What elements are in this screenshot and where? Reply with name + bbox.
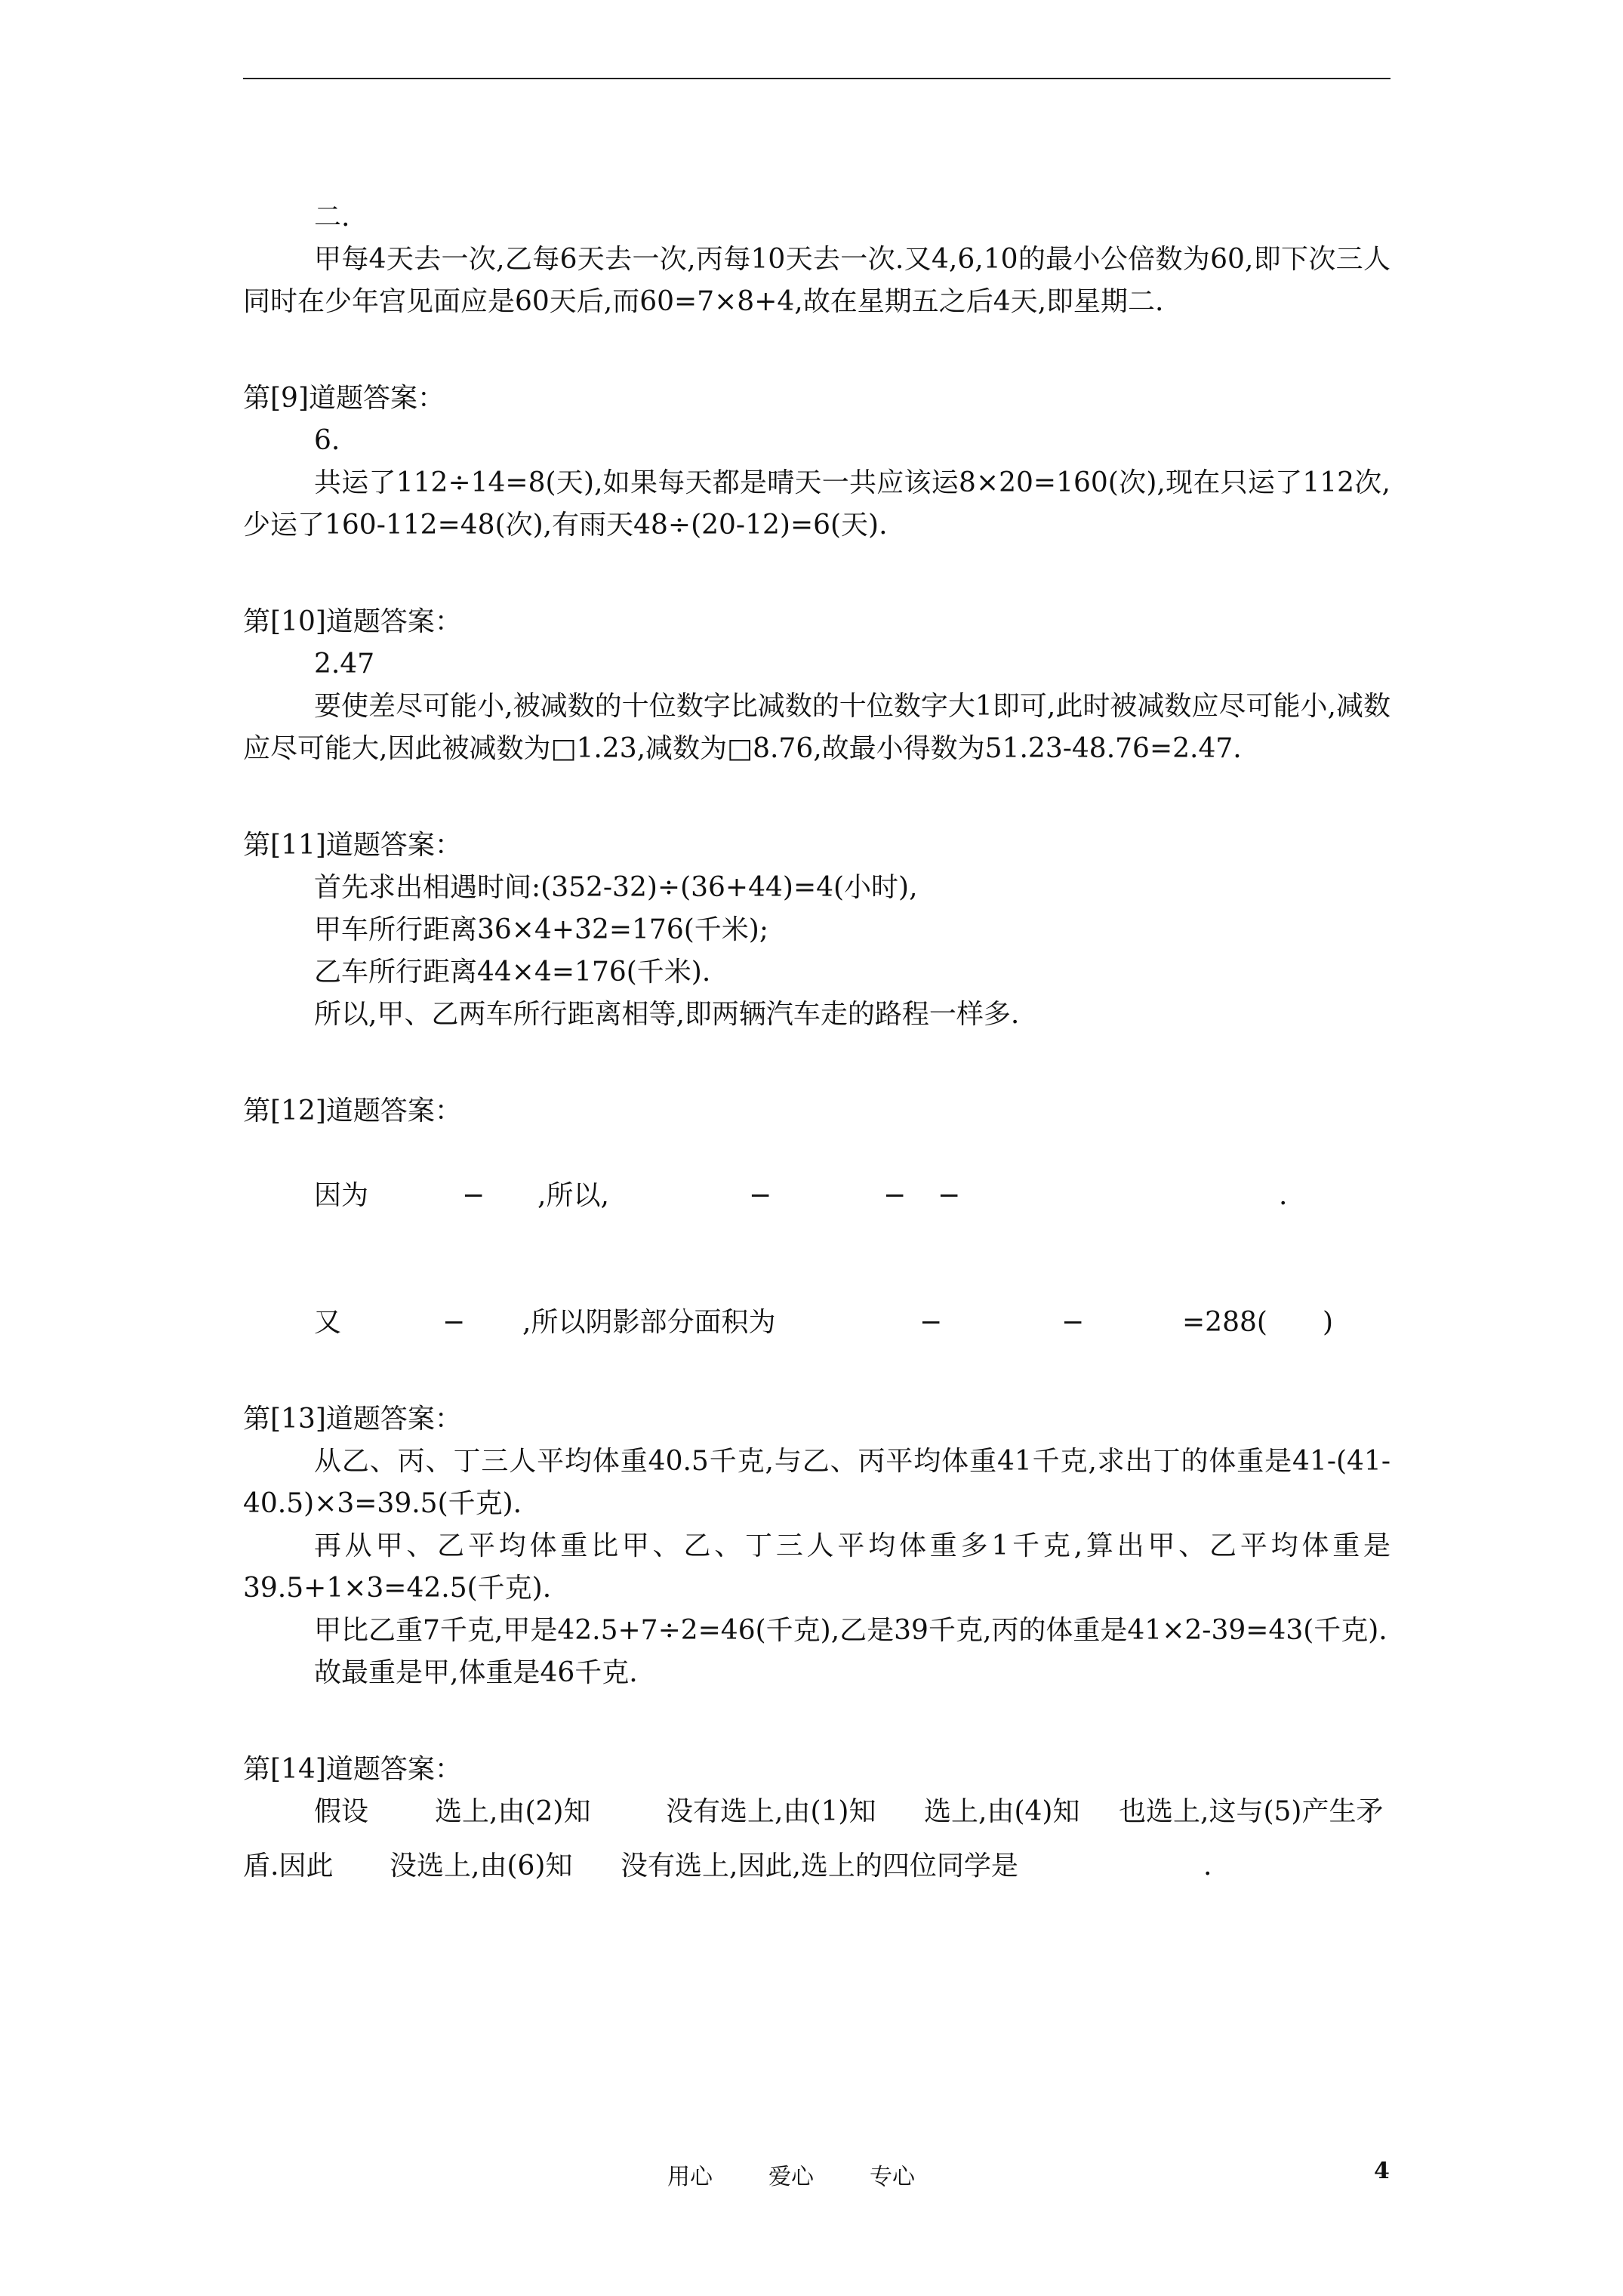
q11-heading: 第[11]道题答案： [243,830,462,861]
q12-minus: − [919,1307,943,1338]
q9-answer [243,378,1390,547]
q8-answer-value: 二. [314,202,350,233]
q12-result: =288( [1182,1307,1267,1338]
q14-text: 没选上,由(6)知 [390,1851,573,1881]
header-rule [243,78,1390,79]
q11-line: 甲车所行距离36×4+32=176(千米); [314,914,768,945]
q11-line: 所以,甲、乙两车所行距离相等,即两辆汽车走的路程一样多. [314,999,1020,1030]
q12-minus: − [883,1180,907,1211]
q10-explanation: 要使差尽可能小,被减数的十位数字比减数的十位数字大1即可,此时被减数应尽可能小,减数应尽可能大,因此被减数为□1.23,减数为□8.76,故最小得数为51.23-48.76=2.47. [243,691,1390,764]
q12-answer [243,1090,1390,1344]
q14-text: 选上,由(2)知 [435,1796,591,1827]
q13-heading: 第[13]道题答案： [243,1404,462,1435]
q13-paragraph: 故最重是甲,体重是46千克. [314,1657,638,1688]
q13-answer [243,1398,1390,1694]
q14-heading: 第[14]道题答案： [243,1754,462,1785]
footer-item: 专心 [870,2164,915,2190]
q12-minus: − [442,1307,466,1338]
q10-answer [243,601,1390,770]
footer-item: 用心 [667,2164,713,2190]
q9-heading: 第[9]道题答案： [243,383,445,414]
q11-answer [243,824,1390,1036]
q9-answer-value: 6. [314,425,340,456]
q14-text: 也选上,这与(5)产生矛 [1119,1796,1384,1827]
q14-line-2 [243,1845,1390,1888]
footer-item: 爱心 [768,2164,814,2190]
q12-shaded-area-text: ,所以阴影部分面积为 [522,1307,776,1338]
q14-line-1 [243,1791,1390,1833]
q13-paragraph: 从乙、丙、丁三人平均体重40.5千克,与乙、丙平均体重41千克,求出丁的体重是41-(41-40.5)×3=39.5(千克). [243,1446,1390,1519]
q13-paragraph: 再从甲、乙平均体重比甲、乙、丁三人平均体重多1千克,算出甲、乙平均体重是39.5+1×3=42.5(千克). [243,1530,1390,1604]
q10-answer-value: 2.47 [314,649,375,680]
q12-period: . [1279,1180,1288,1211]
q12-heading: 第[12]道题答案： [243,1096,462,1126]
q14-text: 选上,由(4)知 [924,1796,1080,1827]
q11-line: 首先求出相遇时间:(352-32)÷(36+44)=4(小时), [314,872,918,903]
q12-also: 又 [314,1307,342,1338]
q12-minus: − [1061,1307,1085,1338]
q14-answer [243,1749,1390,1888]
page-footer [0,2158,1623,2196]
q12-minus: − [462,1180,485,1211]
q14-text: 盾.因此 [243,1851,334,1881]
q12-equation-line-2 [243,1302,1390,1344]
q12-minus: − [749,1180,772,1211]
q12-therefore: ,所以, [537,1180,609,1211]
q12-because: 因为 [314,1180,369,1211]
answer-content [243,196,1390,1942]
q11-line: 乙车所行距离44×4=176(千米). [314,957,711,988]
q10-heading: 第[10]道题答案： [243,606,462,637]
q14-text: 没有选上,由(1)知 [666,1796,876,1827]
q8-answer [243,196,1390,323]
q8-explanation: 甲每4天去一次,乙每6天去一次,丙每10天去一次.又4,6,10的最小公倍数为60,即下次三人同时在少年宫见面应是60天后,而60=7×8+4,故在星期五之后4天,即星期二. [243,244,1390,317]
q9-explanation: 共运了112÷14=8(天),如果每天都是晴天一共应该运8×20=160(次),现在只运了112次,少运了160-112=48(次),有雨天48÷(20-12)=6(天). [243,467,1390,541]
page-number: 4 [1374,2158,1390,2184]
q14-text: 没有选上,因此,选上的四位同学是 [621,1851,1018,1881]
q14-text: . [1203,1851,1212,1881]
q12-close-paren: ) [1323,1307,1334,1338]
q12-equation-line-1 [243,1175,1390,1217]
q14-text: 假设 [314,1796,369,1827]
q12-minus: − [938,1180,961,1211]
q13-paragraph: 甲比乙重7千克,甲是42.5+7÷2=46(千克),乙是39千克,丙的体重是41×2-39=43(千克). [314,1615,1387,1646]
